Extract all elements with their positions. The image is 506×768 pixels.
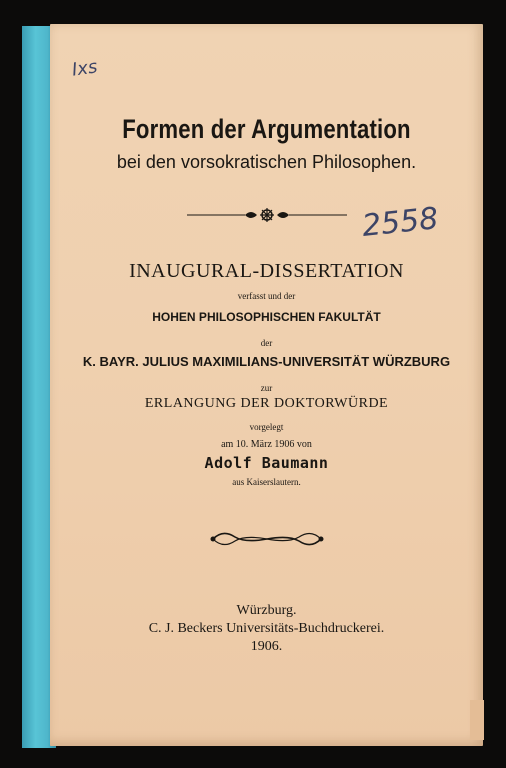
degree-line: ERLANGUNG DER DOKTORWÜRDE (144, 396, 389, 411)
line-verfasst: verfasst und der (237, 291, 296, 301)
dissertation-heading: INAUGURAL-DISSERTATION (129, 260, 404, 282)
handwritten-mark: Ixs (70, 56, 99, 81)
ornament-divider (50, 205, 483, 230)
date-line: am 10. März 1906 von (221, 439, 312, 450)
university-name: K. BAYR. JULIUS MAXIMILIANS-UNIVERSITÄT WÜRZBURG (82, 354, 451, 369)
line-vorgelegt: vorgelegt (249, 422, 284, 432)
author-origin: aus Kaiserslautern. (232, 477, 301, 487)
subtitle: bei den vorsokratischen Philosophen. (116, 152, 417, 172)
ornament-flourish (50, 529, 483, 554)
title: Formen der Argumentation (122, 114, 411, 144)
year: 1906. (250, 639, 283, 654)
handwritten-number: 2558 (360, 201, 440, 244)
line-zur: zur (260, 383, 273, 393)
printer: C. J. Beckers Universitäts-Buchdruckerei. (148, 621, 385, 636)
author-name: Adolf Baumann (204, 454, 329, 472)
page-corner (470, 700, 484, 740)
line-der: der (260, 338, 273, 348)
faculty-name: HOHEN PHILOSOPHISCHEN FAKULTÄT (152, 310, 381, 324)
city: Würzburg. (236, 603, 297, 618)
